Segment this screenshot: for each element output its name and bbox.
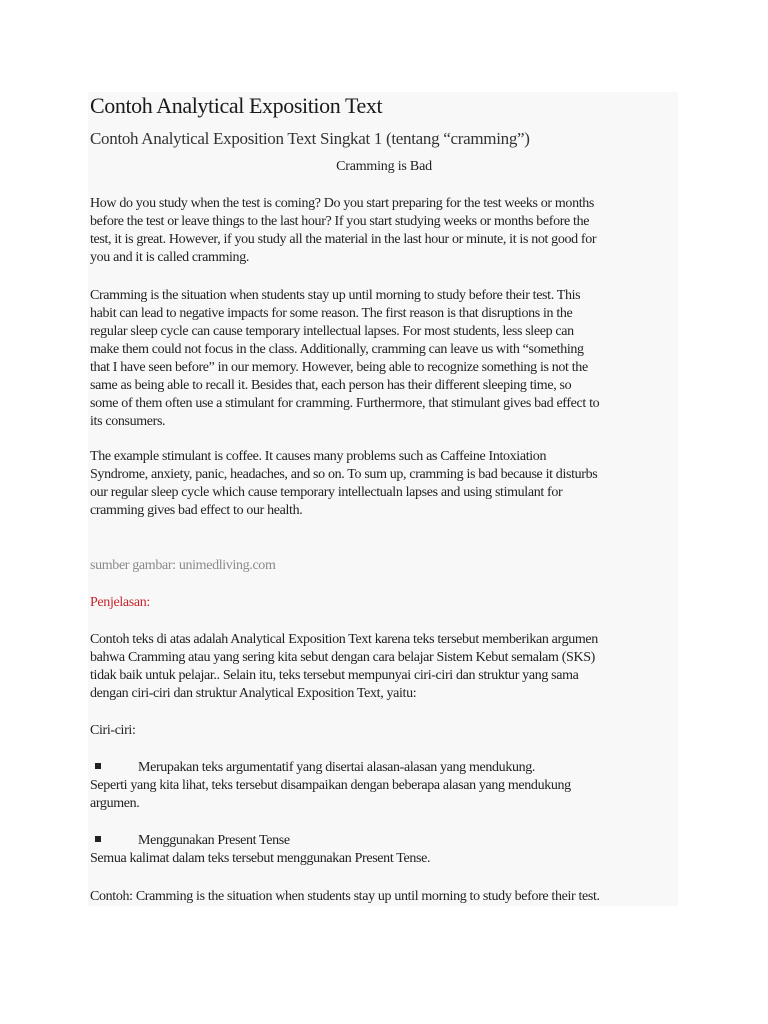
text-line: cramming gives bad effect to our health. [90, 503, 303, 518]
feature-bullet-1 [90, 759, 680, 777]
text-line: test, it is great. However, if you study all the material in the last hour or minute, it is not good for [90, 232, 597, 247]
text-line: Semua kalimat dalam teks tersebut menggunakan Present Tense. [90, 851, 431, 866]
text-line: tidak baik untuk pelajar.. Selain itu, teks tersebut mempunyai ciri-ciri dan struktur yang sama [90, 668, 579, 683]
feature-bullet-text: Merupakan teks argumentatif yang disertai alasan-alasan yang mendukung. [138, 760, 536, 775]
features-label: Ciri-ciri: [90, 723, 136, 738]
text-line: The example stimulant is coffee. It causes many problems such as Caffeine Intoxiation [90, 449, 547, 464]
bullet-square-icon [95, 836, 101, 842]
text-line: habit can lead to negative impacts for some reason. The first reason is that disruptions in the [90, 306, 573, 321]
paragraph-2 [90, 287, 599, 431]
text-line: regular sleep cycle can cause temporary intellectual lapses. For most students, less sleep can [90, 324, 574, 339]
paragraph-1 [90, 195, 596, 267]
text-line: before the test or leave things to the last hour? If you start studying weeks or months before the [90, 214, 590, 229]
text-line: some of them often use a stimulant for cramming. Furthermore, that stimulant gives bad effect to [90, 396, 600, 411]
feature-bullet-text: Menggunakan Present Tense [138, 833, 290, 848]
feature-detail-1 [90, 777, 571, 813]
text-line: our regular sleep cycle which cause temporary intellectualn lapses and using stimulant for [90, 485, 563, 500]
text-line: How do you study when the test is coming? Do you start preparing for the test weeks or months [90, 196, 595, 211]
text-line: Syndrome, anxiety, panic, headaches, and so on. To sum up, cramming is bad because it disturbs [90, 467, 598, 482]
paragraph-3 [90, 448, 597, 520]
text-line: that I have seen before” in our memory. However, being able to recognize something is not the [90, 360, 588, 375]
page-title: Contoh Analytical Exposition Text [90, 93, 383, 118]
text-line: dengan ciri-ciri dan struktur Analytical Exposition Text, yaitu: [90, 686, 417, 701]
text-line: bahwa Cramming atau yang sering kita sebut dengan cara belajar Sistem Kebut semalam (SKS) [90, 650, 595, 665]
subtitle: Contoh Analytical Exposition Text Singkat 1 (tentang “cramming”) [90, 129, 530, 148]
explanation-label: Penjelasan: [90, 595, 150, 610]
text-line: its consumers. [90, 414, 166, 429]
example-sentence: Contoh: Cramming is the situation when students stay up until morning to study before their test. [90, 889, 600, 904]
text-line: argumen. [90, 796, 140, 811]
text-line: same as being able to recall it. Besides that, each person has their different sleeping time, so [90, 378, 572, 393]
text-line: Cramming is the situation when students stay up until morning to study before their test. This [90, 288, 581, 303]
text-line: make them could not focus in the class. Additionally, cramming can leave us with “something [90, 342, 584, 357]
image-source-link[interactable]: sumber gambar: unimedliving.com [90, 558, 276, 573]
essay-title: Cramming is Bad [336, 159, 432, 174]
bullet-square-icon [95, 763, 101, 769]
explanation-paragraph [90, 631, 598, 703]
text-line: Seperti yang kita lihat, teks tersebut disampaikan dengan beberapa alasan yang mendukung [90, 778, 571, 793]
feature-detail-2 [90, 850, 430, 868]
text-line: you and it is called cramming. [90, 250, 250, 265]
text-line: Contoh teks di atas adalah Analytical Exposition Text karena teks tersebut memberikan argumen [90, 632, 598, 647]
feature-bullet-2 [90, 832, 680, 850]
